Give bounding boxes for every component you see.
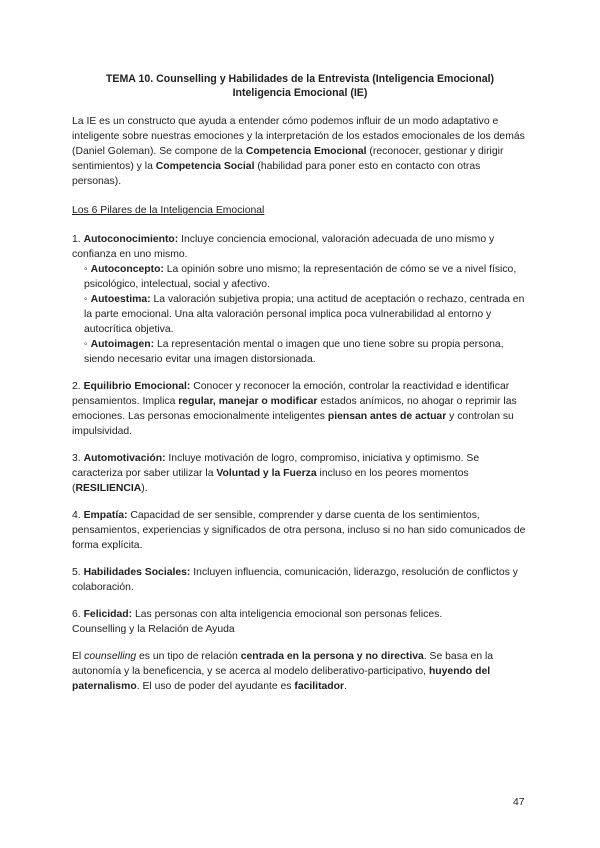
document-page <box>72 72 528 694</box>
pillar-6: 6. Felicidad: Las personas con alta inteligencia emocional son personas felices. <box>72 609 443 620</box>
pillar-3: 3. Automotivación: Incluye motivación de logro, compromiso, iniciativa y optimismo. Se caracteriza por saber utilizar la Voluntad y la Fuerza incluso en los peores momentos (RESILIENCIA). <box>72 453 480 494</box>
intro-paragraph: La IE es un constructo que ayuda a entender cómo podemos influir de un modo adaptativo e inteligente sobre nuestras emociones y la interpretación de los estados emocionales de los demás (Daniel Goleman). Se compone de la Competencia Emocional (reconocer, gestionar y dirigir sentimientos) y la Competencia Social (habilidad para poner esto en contacto con otras personas). <box>72 116 525 187</box>
section-title: Inteligencia Emocional (IE) <box>232 87 368 99</box>
pillar-5: 5. Habilidades Sociales: Incluyen influencia, comunicación, liderazgo, resolución de conflictos y colaboración. <box>72 567 518 593</box>
pillar-4: 4. Empatía: Capacidad de ser sensible, comprender y darse cuenta de los sentimientos, pensamientos, experiencias y significados de otra persona, incluso si no han sido comunicados de forma explícita. <box>72 510 526 551</box>
pillars-heading: Los 6 Pilares de la Inteligencia Emocional <box>72 205 265 216</box>
counselling-paragraph: El counselling es un tipo de relación centrada en la persona y no directiva. Se basa en la autonomía y la beneficencia, y se acerca al modelo deliberativo-participativo, huyendo del paternalismo. El uso de poder del ayudante es facilitador. <box>72 651 494 692</box>
document-title: TEMA 10. Counselling y Habilidades de la Entrevista (Inteligencia Emocional) <box>105 73 495 85</box>
pillar-1-sub-autoestima: ◦ Autoestima: La valoración subjetiva propia; una actitud de aceptación o rechazo, centrada en la parte emocional. Una alta valoración personal implica poca vulnerabilidad al entorno y autocrítica objetiva. <box>84 294 525 335</box>
pillar-1 <box>72 232 528 367</box>
pillar-1-text: 1. Autoconocimiento: Incluye conciencia emocional, valoración adecuada de uno mismo y confianza en uno mismo. <box>72 234 495 260</box>
pillar-1-sub-autoconcepto: ◦ Autoconcepto: La opinión sobre uno mismo; la representación de cómo se ve a nivel físico, psicológico, intelectual, social y afectivo. <box>84 264 517 290</box>
counselling-heading: Counselling y la Relación de Ayuda <box>72 624 235 635</box>
page-number: 47 <box>513 797 525 808</box>
pillar-2: 2. Equilibrio Emocional: Conocer y reconocer la emoción, controlar la reactividad e identificar pensamientos. Implica regular, manejar o modificar estados anímicos, no ahogar o reprimir las emociones. Las personas emocionalmente inteligentes piensan antes de actuar y controlan su impulsividad. <box>72 381 517 437</box>
pillar-1-sub-autoimagen: ◦ Autoimagen: La representación mental o imagen que uno tiene sobre su propia persona, siendo necesario evitar una imagen distorsionada. <box>84 339 504 365</box>
